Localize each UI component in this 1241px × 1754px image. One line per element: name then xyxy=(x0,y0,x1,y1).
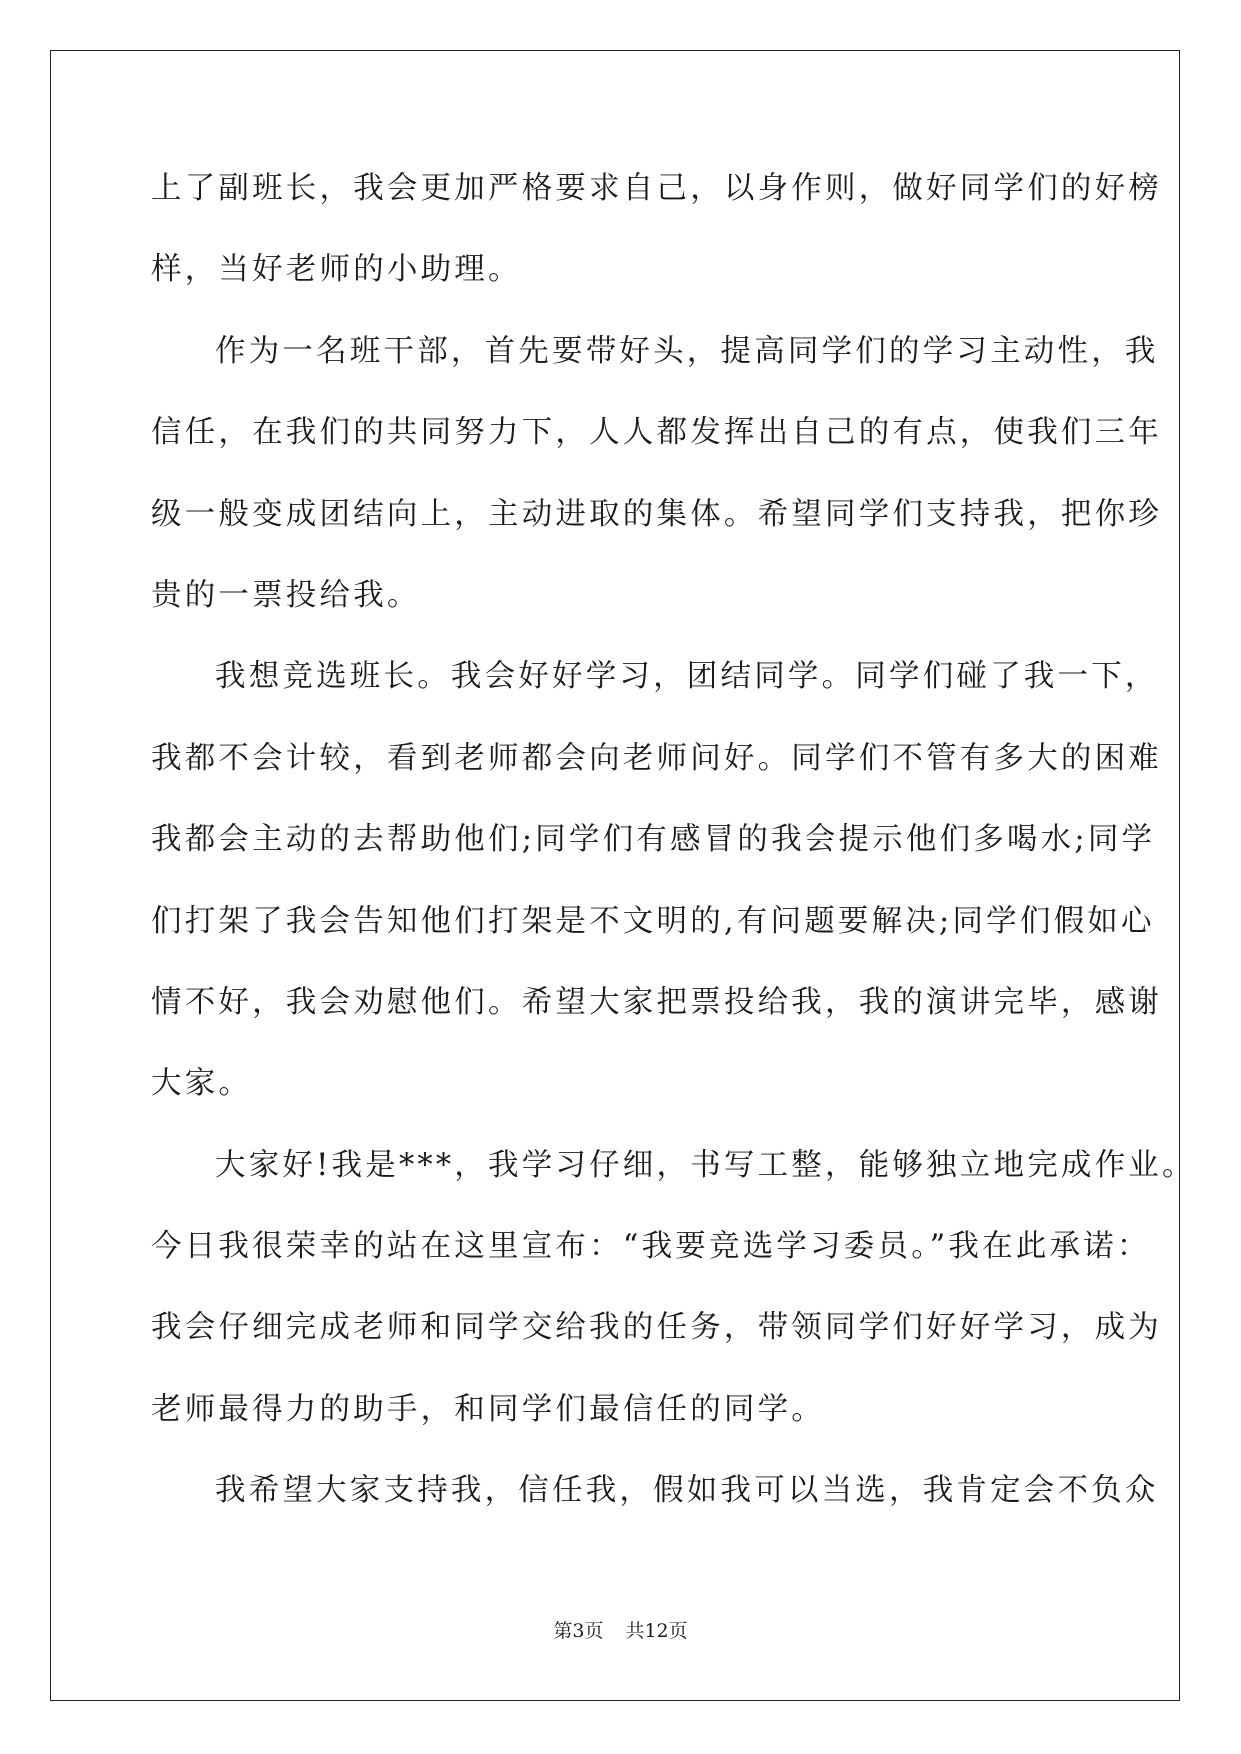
text-line: 大家。 xyxy=(151,1066,253,1102)
text-line: 大家好!我是***，我学习仔细，书写工整，能够独立地完成作业。 xyxy=(215,1147,1196,1183)
page-footer xyxy=(0,1620,1241,1642)
text-line: 我都不会计较，看到老师都会向老师问好。同学们不管有多大的困难 xyxy=(151,740,1162,776)
text-line: 贵的一票投给我。 xyxy=(151,577,421,613)
text-line: 我都会主动的去帮助他们;同学们有感冒的我会提示他们多喝水;同学 xyxy=(151,822,1156,858)
text-line: 作为一名班干部，首先要带好头，提高同学们的学习主动性，我 xyxy=(215,333,1159,369)
current-page-label: 第3页 xyxy=(553,1620,604,1642)
text-line: 样，当好老师的小助理。 xyxy=(151,252,522,288)
text-line: 我想竞选班长。我会好好学习，团结同学。同学们碰了我一下， xyxy=(215,659,1159,695)
text-line: 我希望大家支持我，信任我，假如我可以当选，我肯定会不负众 xyxy=(215,1473,1159,1509)
total-pages-label: 共12页 xyxy=(625,1620,688,1642)
text-line: 情不好，我会劝慰他们。希望大家把票投给我，我的演讲完毕，感谢 xyxy=(151,984,1162,1020)
text-line: 我会仔细完成老师和同学交给我的任务，带领同学们好好学习，成为 xyxy=(151,1310,1162,1346)
text-line: 信任，在我们的共同努力下，人人都发挥出自己的有点，使我们三年 xyxy=(151,415,1162,451)
document-body xyxy=(151,164,1196,1548)
text-line: 老师最得力的助手，和同学们最信任的同学。 xyxy=(151,1391,825,1427)
text-line: 上了副班长，我会更加严格要求自己，以身作则，做好同学们的好榜 xyxy=(151,171,1162,206)
text-line: 们打架了我会告知他们打架是不文明的,有问题要解决;同学们假如心 xyxy=(151,903,1155,939)
text-line: 级一般变成团结向上，主动进取的集体。希望同学们支持我，把你珍 xyxy=(151,496,1162,532)
text-line: 今日我很荣幸的站在这里宣布：“我要竞选学习委员。”我在此承诺： xyxy=(151,1229,1151,1265)
